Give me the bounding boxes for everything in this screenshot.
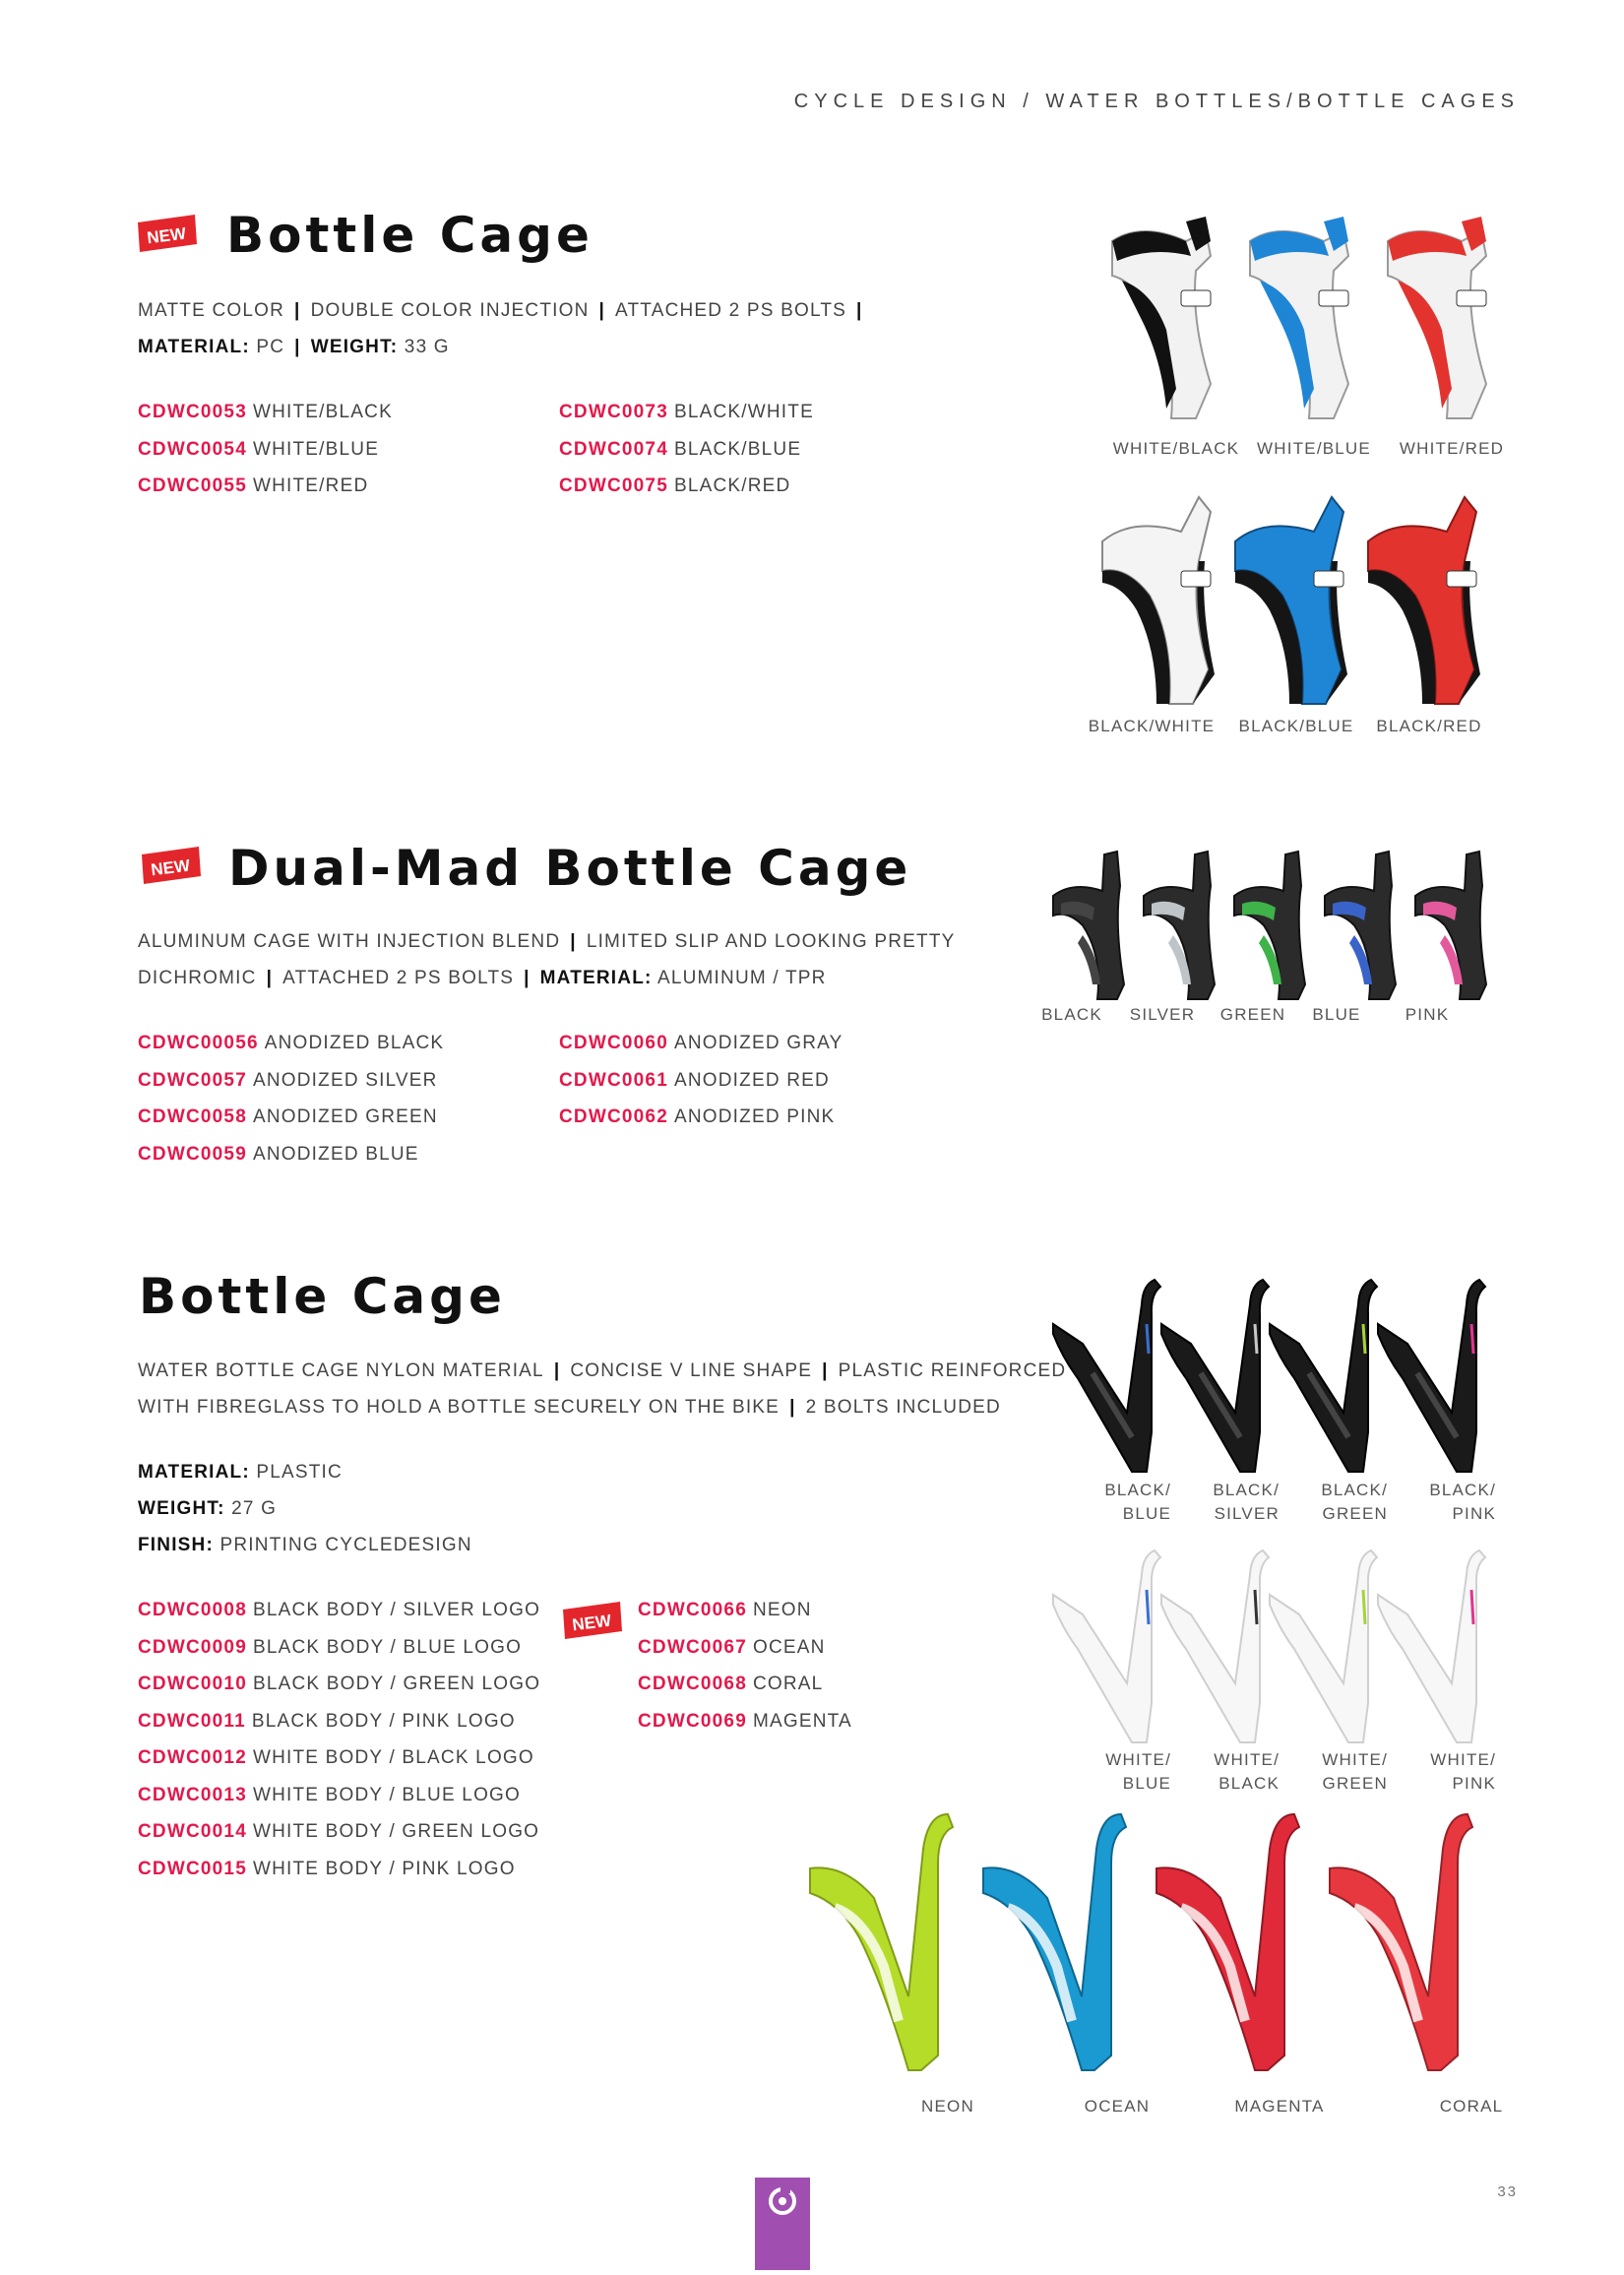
cage-black-pink-image <box>1378 1280 1485 1472</box>
new-badge <box>140 847 201 884</box>
brand-logo-tab <box>755 2178 810 2270</box>
product-code-row: CDWC0055 WHITE/RED <box>138 475 369 496</box>
product-codes-col1 <box>138 394 393 505</box>
image-caption: BLACK <box>1041 1005 1102 1024</box>
image-caption: BLACK/RED <box>1376 717 1482 735</box>
product-code-row: CDWC0060 ANODIZED GRAY <box>559 1033 843 1053</box>
cage-coral-image <box>1330 1814 1472 2070</box>
product-images-row1 <box>1093 212 1506 438</box>
section-title: Bottle Cage <box>139 1268 506 1325</box>
section-description: ALUMINUM CAGE WITH INJECTION BLEND | LIMITED SLIP AND LOOKING PRETTY DICHROMIC | ATTACHED 2 PS BOLTS | MATERIAL: ALUMINUM / TPR <box>138 931 956 988</box>
new-badge-label: NEW <box>146 223 188 248</box>
image-caption: BLACK/ GREEN <box>1321 1481 1388 1523</box>
image-caption: WHITE/ BLACK <box>1214 1750 1280 1793</box>
cage-white-green-image <box>1270 1550 1377 1742</box>
cage-white-pink-image <box>1378 1550 1485 1742</box>
cage-white-black-image <box>1161 1550 1269 1742</box>
product-images-row2 <box>1083 492 1496 717</box>
image-caption: BLACK/ SILVER <box>1213 1481 1280 1523</box>
image-caption: WHITE/ BLUE <box>1105 1750 1171 1793</box>
cage-anodized-green-image <box>1234 852 1305 999</box>
cage-anodized-blue-image <box>1325 852 1396 999</box>
new-badge-label: NEW <box>150 855 192 880</box>
image-caption: PINK <box>1405 1005 1450 1024</box>
product-code-row: CDWC0013 WHITE BODY / BLUE LOGO <box>138 1784 522 1805</box>
product-code-row: CDWC0009 BLACK BODY / BLUE LOGO <box>138 1636 523 1658</box>
product-code-row: CDWC0057 ANODIZED SILVER <box>138 1069 438 1091</box>
product-code-row: CDWC0008 BLACK BODY / SILVER LOGO <box>138 1600 541 1620</box>
cage-black-white-image <box>1102 497 1215 704</box>
product-codes-col1 <box>138 1592 540 1887</box>
cycledesign-logo-icon <box>755 2178 810 2270</box>
cage-black-red-image <box>1368 497 1480 704</box>
image-caption: WHITE/BLACK <box>1112 439 1240 458</box>
product-code-row: CDWC0066 NEON <box>638 1600 812 1620</box>
image-caption: BLACK/ BLUE <box>1104 1481 1171 1523</box>
product-images-color-cages <box>805 1809 1509 2075</box>
cage-magenta-image <box>1156 1814 1299 2070</box>
image-caption: NEON <box>921 2097 974 2116</box>
cage-black-blue-image <box>1235 497 1347 704</box>
section-title: Dual-Mad Bottle Cage <box>228 840 912 897</box>
product-code-row: CDWC0053 WHITE/BLACK <box>138 402 393 422</box>
product-code-row: CDWC0014 WHITE BODY / GREEN LOGO <box>138 1821 540 1842</box>
cage-white-red-image <box>1388 217 1486 418</box>
image-caption: BLACK/WHITE <box>1088 717 1216 735</box>
product-code-row: CDWC0054 WHITE/BLUE <box>138 438 380 460</box>
image-caption: WHITE/ GREEN <box>1322 1750 1388 1793</box>
product-images-white-cages <box>1048 1546 1511 1752</box>
product-code-row: CDWC0010 BLACK BODY / GREEN LOGO <box>138 1674 541 1694</box>
cage-white-blue-image <box>1250 217 1348 418</box>
product-code-row: CDWC0015 WHITE BODY / PINK LOGO <box>138 1858 516 1879</box>
section-title: Bottle Cage <box>226 207 593 264</box>
product-code-row: CDWC0067 OCEAN <box>638 1636 826 1658</box>
product-code-row: CDWC0068 CORAL <box>638 1674 824 1694</box>
product-codes-col2 <box>559 1025 843 1136</box>
product-code-row: CDWC0069 MAGENTA <box>638 1710 852 1732</box>
image-caption: BLACK/ PINK <box>1429 1481 1496 1523</box>
new-badge <box>561 1602 622 1639</box>
product-code-row: CDWC0061 ANODIZED RED <box>559 1069 830 1091</box>
product-code-row: CDWC0011 BLACK BODY / PINK LOGO <box>138 1710 516 1732</box>
cage-ocean-image <box>983 1814 1126 2070</box>
product-code-row: CDWC0059 ANODIZED BLUE <box>138 1143 419 1165</box>
image-caption: WHITE/BLUE <box>1257 439 1371 458</box>
image-caption: BLUE <box>1312 1005 1361 1024</box>
product-code-row: CDWC0073 BLACK/WHITE <box>559 402 814 422</box>
product-codes-col2 <box>638 1592 852 1739</box>
product-code-row: CDWC0075 BLACK/RED <box>559 475 791 496</box>
image-caption: MAGENTA <box>1234 2097 1325 2116</box>
section-specs: MATERIAL: PLASTIC WEIGHT: 27 G FINISH: PRINTING CYCLEDESIGN <box>138 1462 472 1555</box>
image-caption: OCEAN <box>1084 2097 1151 2116</box>
image-caption: CORAL <box>1439 2097 1504 2116</box>
cage-anodized-black-image <box>1053 852 1124 999</box>
product-codes-col1 <box>138 1025 444 1172</box>
image-caption: WHITE/ PINK <box>1430 1750 1496 1793</box>
new-badge-label: NEW <box>571 1611 613 1635</box>
section-description: WATER BOTTLE CAGE NYLON MATERIAL | CONCISE V LINE SHAPE | PLASTIC REINFORCED WITH FIBREGLASS TO HOLD A BOTTLE SECURELY ON THE BIKE | 2 BOLTS INCLUDED <box>138 1360 1067 1418</box>
image-caption: BLACK/BLUE <box>1238 717 1354 735</box>
cage-anodized-pink-image <box>1415 852 1486 999</box>
product-code-row: CDWC0058 ANODIZED GREEN <box>138 1106 438 1127</box>
cage-anodized-silver-image <box>1144 852 1215 999</box>
product-code-row: CDWC0062 ANODIZED PINK <box>559 1106 836 1127</box>
cage-white-blue-image <box>1053 1550 1160 1742</box>
page-header: CYCLE DESIGN / WATER BOTTLES/BOTTLE CAGES <box>793 91 1520 112</box>
cage-black-green-image <box>1270 1280 1377 1472</box>
cage-black-blue-image <box>1053 1280 1160 1472</box>
image-caption: GREEN <box>1219 1005 1286 1024</box>
cage-black-silver-image <box>1161 1280 1269 1472</box>
product-code-row: CDWC0012 WHITE BODY / BLACK LOGO <box>138 1747 534 1768</box>
image-caption: SILVER <box>1129 1005 1196 1024</box>
new-badge <box>136 215 197 252</box>
product-code-row: CDWC0074 BLACK/BLUE <box>559 438 802 460</box>
product-images-black-cages <box>1048 1275 1511 1482</box>
image-caption: WHITE/RED <box>1399 439 1505 458</box>
page-number: 33 <box>1497 2183 1518 2200</box>
product-images-dualmad <box>1043 847 1506 1004</box>
product-code-row: CDWC00056 ANODIZED BLACK <box>138 1033 445 1053</box>
section-description: MATTE COLOR | DOUBLE COLOR INJECTION | ATTACHED 2 PS BOLTS | MATERIAL: PC | WEIGHT: 33 G <box>138 300 863 357</box>
cage-white-black-image <box>1112 217 1211 418</box>
cage-neon-image <box>810 1814 953 2070</box>
product-codes-col2 <box>559 394 814 505</box>
